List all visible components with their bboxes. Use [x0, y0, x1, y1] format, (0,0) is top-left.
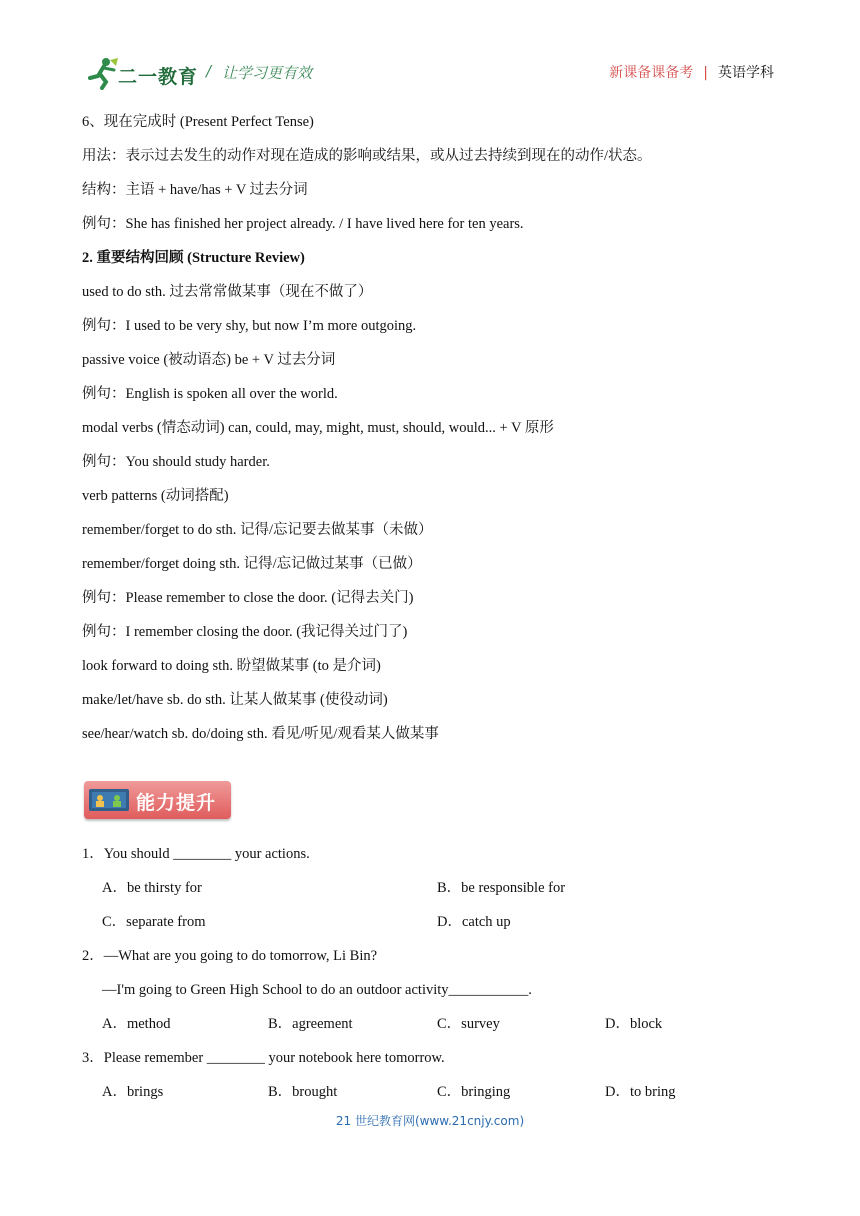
option-a: A．brings: [102, 1084, 164, 1100]
slogan: 让学习更有效: [222, 64, 313, 82]
review-line: 用法：表示过去发生的动作对现在造成的影响或结果，或从过去持续到现在的动作/状态。: [82, 148, 652, 164]
logo: [84, 56, 199, 90]
option-row: [82, 1013, 782, 1047]
section-badge: [84, 781, 231, 819]
option-b: B．brought: [268, 1084, 338, 1100]
badge-label: 能力提升: [136, 792, 217, 814]
option-b: B．be responsible for: [437, 880, 566, 896]
header-separator: |: [703, 65, 708, 81]
review-line: 6、现在完成时 (Present Perfect Tense): [82, 114, 314, 130]
page-header: [0, 0, 860, 100]
logo-text: 二一教育: [118, 66, 199, 88]
review-line: modal verbs (情态动词) can, could, may, might, must, should, would... + V 原形: [82, 420, 554, 436]
option-a: A．method: [102, 1016, 171, 1032]
option-d: D．to bring: [605, 1084, 676, 1100]
grammar-review: [82, 111, 782, 757]
option-c: C．survey: [437, 1016, 500, 1032]
review-line: remember/forget to do sth. 记得/忘记要去做某事（未做）: [82, 522, 433, 538]
review-line: passive voice (被动语态) be + V 过去分词: [82, 352, 336, 368]
question-stem: 2．—What are you going to do tomorrow, Li Bin?: [82, 948, 378, 964]
review-line: 例句：She has finished her project already. / I have lived here for ten years.: [82, 216, 524, 232]
option-c: C．separate from: [102, 914, 206, 930]
subject-label: 英语学科: [718, 65, 774, 81]
option-row: [82, 877, 782, 911]
option-a: A．be thirsty for: [102, 880, 202, 896]
question-stem: 3．Please remember ________ your notebook here tomorrow.: [82, 1050, 445, 1066]
review-line: 例句：English is spoken all over the world.: [82, 386, 338, 402]
review-line: look forward to doing sth. 盼望做某事 (to 是介词): [82, 658, 381, 674]
review-line: see/hear/watch sb. do/doing sth. 看见/听见/观看某人做某事: [82, 726, 439, 742]
runner-logo-icon: [84, 56, 120, 90]
header-right: [609, 62, 774, 82]
option-row: [82, 911, 782, 945]
option-d: D．block: [605, 1016, 663, 1032]
review-line: 例句：Please remember to close the door. (记得去关门): [82, 590, 414, 606]
review-line: remember/forget doing sth. 记得/忘记做过某事（已做）: [82, 556, 422, 572]
review-line: 例句：I remember closing the door. (我记得关过门了): [82, 624, 408, 640]
slogan-separator: /: [206, 62, 212, 80]
page-footer: 21 世纪教育网(www.21cnjy.com): [335, 1114, 525, 1128]
exercise-list: [82, 843, 782, 1115]
review-line: used to do sth. 过去常常做某事（现在不做了）: [82, 284, 373, 300]
review-line: 结构：主语 + have/has + V 过去分词: [82, 182, 308, 198]
option-c: C．bringing: [437, 1084, 511, 1100]
review-line: make/let/have sb. do sth. 让某人做某事 (使役动词): [82, 692, 388, 708]
option-b: B．agreement: [268, 1016, 353, 1032]
prep-label: 新课备课备考: [609, 65, 694, 81]
classroom-icon: [89, 789, 129, 811]
review-line: 例句：You should study harder.: [82, 454, 270, 470]
question-stem: 1．You should ________ your actions.: [82, 846, 310, 862]
section-heading: 2. 重要结构回顾 (Structure Review): [82, 250, 305, 266]
option-d: D．catch up: [437, 914, 511, 930]
review-line: verb patterns (动词搭配): [82, 488, 229, 504]
question-stem-continued: —I'm going to Green High School to do an outdoor activity___________.: [102, 982, 532, 998]
review-line: 例句：I used to be very shy, but now I’m more outgoing.: [82, 318, 417, 334]
option-row: [82, 1081, 782, 1115]
